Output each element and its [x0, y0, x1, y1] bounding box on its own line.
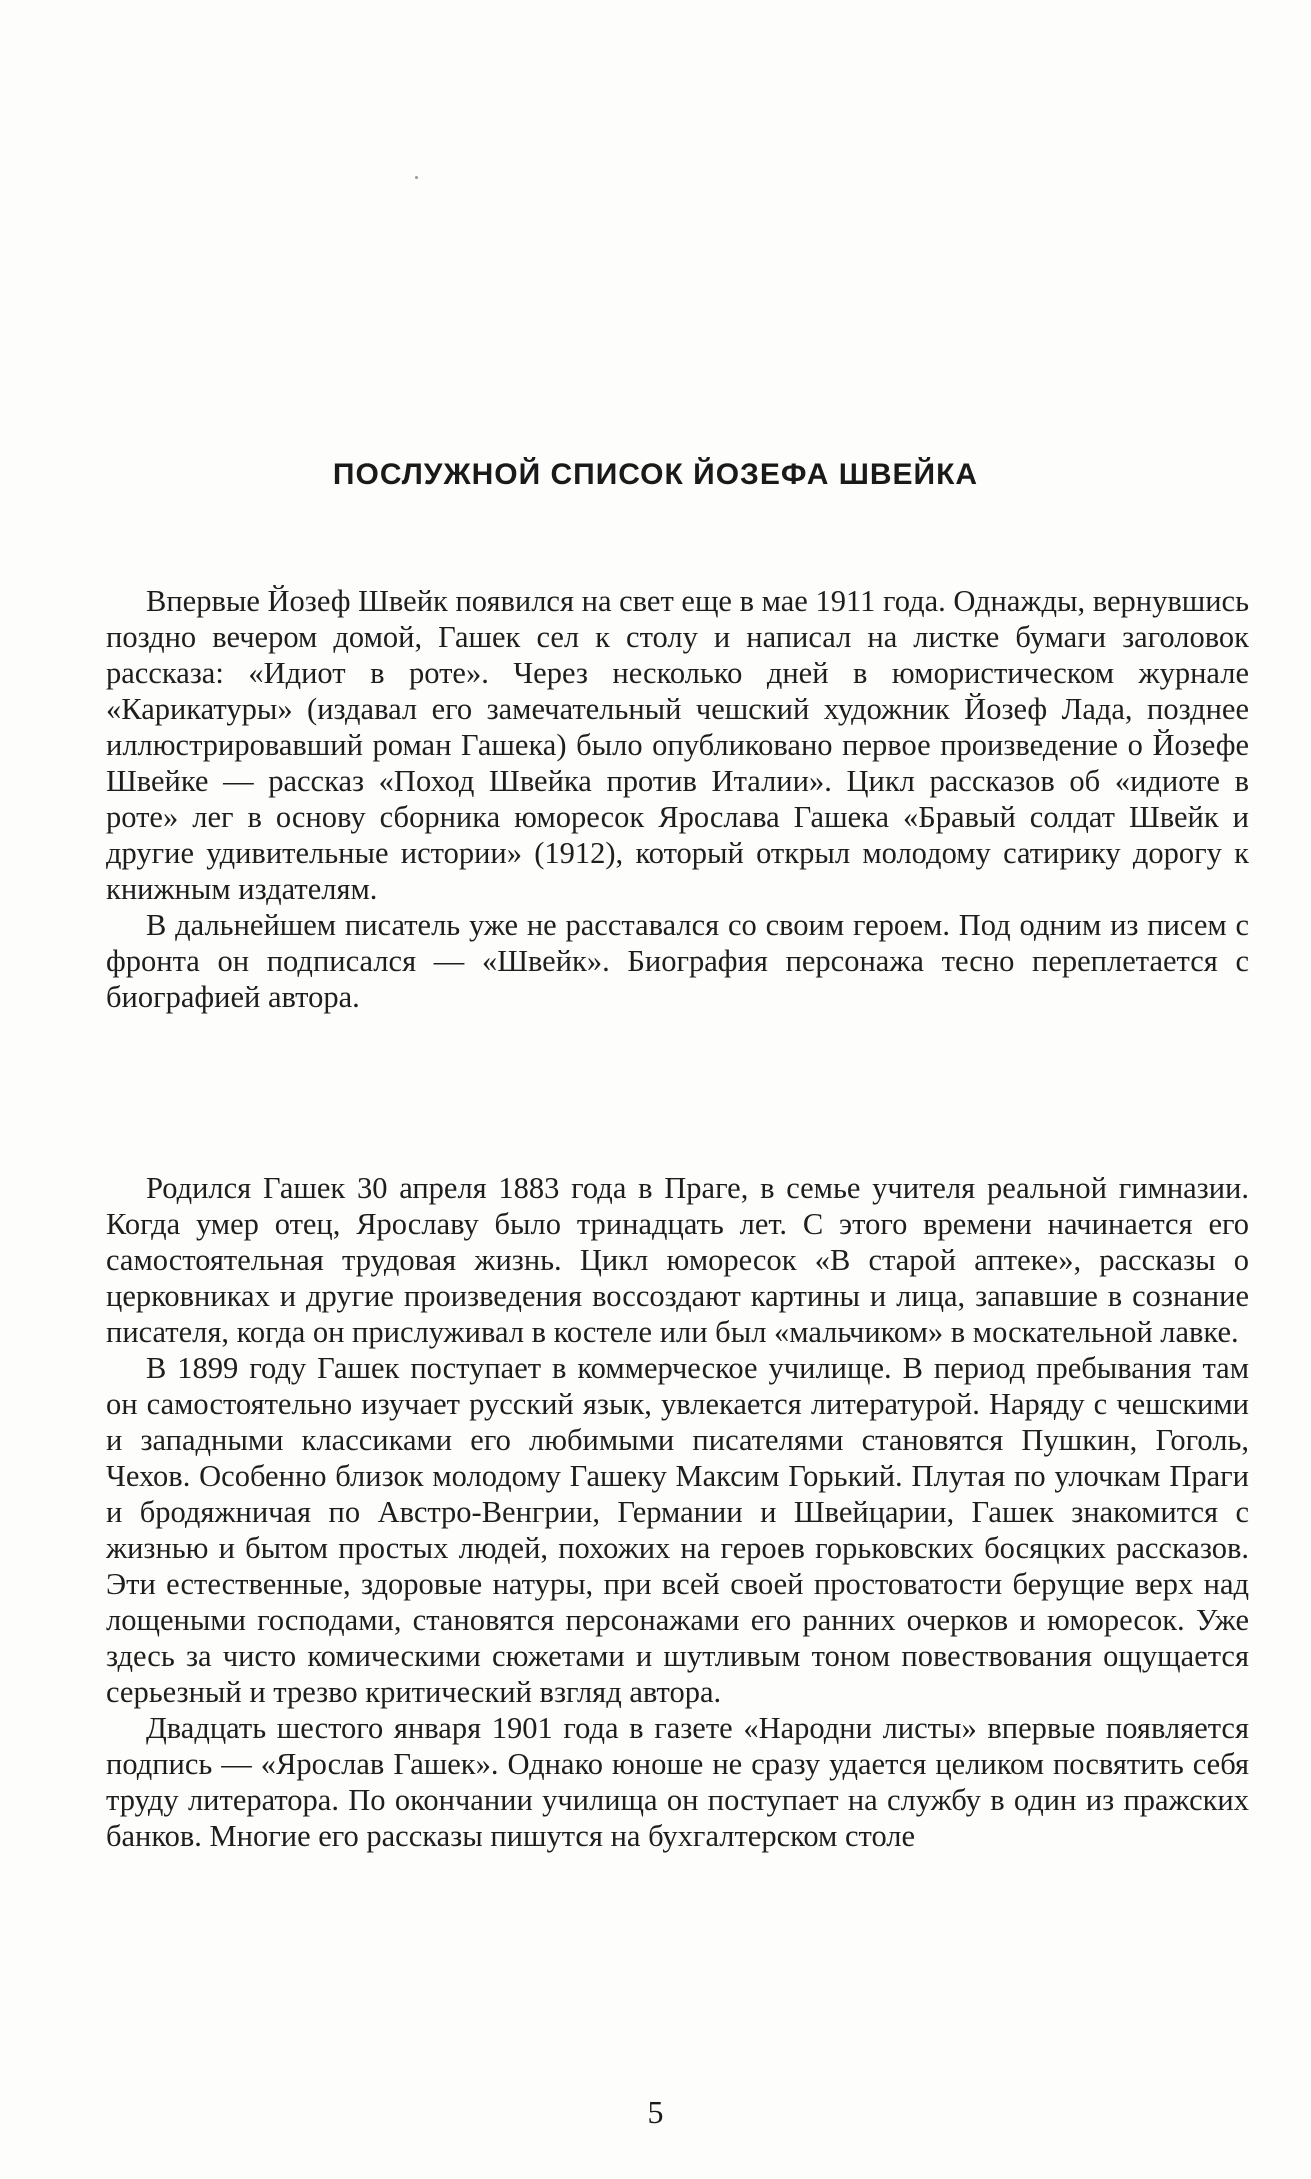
paper-speck: [415, 176, 418, 179]
biography-section: [106, 1170, 1249, 1854]
paragraph: В дальнейшем писатель уже не расставался со своим героем. Под одним из писем с фронта он подписался — «Швейк». Биография персонажа тесно переплетается с биографией автора.: [106, 908, 1249, 1014]
paragraph: Впервые Йозеф Швейк появился на свет еще в мае 1911 года. Однажды, вернувшись поздно вечером домой, Гашек сел к столу и написал на листке бумаги заголовок рассказа: «Идиот в роте». Через несколько дней в юмористическом журнале «Карикатуры» (издавал его замечательный чешский художник Йозеф Лада, позднее иллюстрировавший роман Гашека) было опубликовано первое произведение о Йозефе Швейке — рассказ «Поход Швейка против Италии». Цикл рассказов об «идиоте в роте» лег в основу сборника юморесок Ярослава Гашека «Бравый солдат Швейк и другие удивительные истории» (1912), который открыл молодому сатирику дорогу к книжным издателям.: [106, 584, 1249, 906]
intro-section: [106, 583, 1249, 1015]
page-number: 5: [647, 2094, 664, 2130]
paragraph: Родился Гашек 30 апреля 1883 года в Праге, в семье учителя реальной гимназии. Когда умер отец, Ярославу было тринадцать лет. С этого времени начинается его самостоятельная трудовая жизнь. Цикл юморесок «В старой аптеке», рассказы о церковниках и другие произведения воссоздают картины и лица, запавшие в сознание писателя, когда он прислуживал в костеле или был «мальчиком» в москательной лавке.: [106, 1171, 1249, 1349]
paragraph: Двадцать шестого января 1901 года в газете «Народни листы» впервые появляется подпись — «Ярослав Гашек». Однако юноше не сразу удается целиком посвятить себя труду литератора. По окончании училища он поступает на службу в один из пражских банков. Многие его рассказы пишутся на бухгалтерском столе: [106, 1711, 1249, 1853]
paragraph: В 1899 году Гашек поступает в коммерческое училище. В период пребывания там он самостоятельно изучает русский язык, увлекается литературой. Наряду с чешскими и западными классиками его любимыми писателями становятся Пушкин, Гоголь, Чехов. Особенно близок молодому Гашеку Максим Горький. Плутая по улочкам Праги и бродяжничая по Австро-Венгрии, Германии и Швейцарии, Гашек знакомится с жизнью и бытом простых людей, похожих на героев горьковских босяцких рассказов. Эти естественные, здоровые натуры, при всей своей простоватости берущие верх над лощеными господами, становятся персонажами его ранних очерков и юморесок. Уже здесь за чисто комическими сюжетами и шутливым тоном повествования ощущается серьезный и трезво критический взгляд автора.: [106, 1351, 1249, 1709]
chapter-title: ПОСЛУЖНОЙ СПИСОК ЙОЗЕФА ШВЕЙКА: [332, 458, 979, 491]
